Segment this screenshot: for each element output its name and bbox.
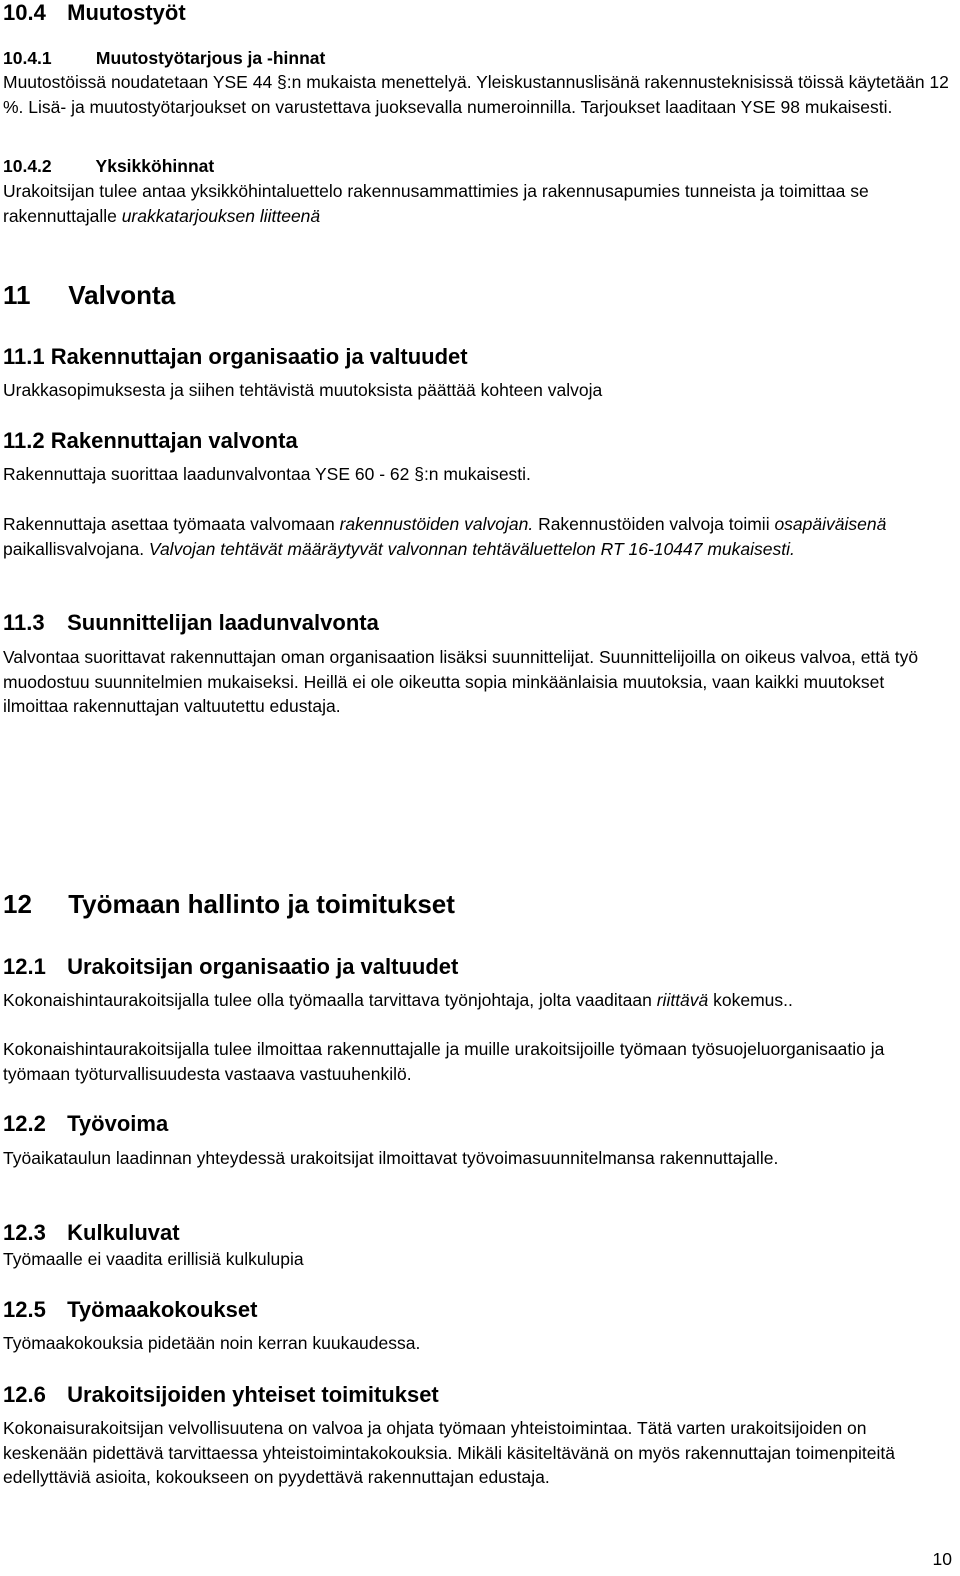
heading-number: 10.4: [3, 0, 46, 25]
heading-12-3: [3, 1219, 952, 1247]
heading-12-5: [3, 1296, 952, 1324]
paragraph-10-4-1: Muutostöissä noudatetaan YSE 44 §:n mukaista menettelyä. Yleiskustannuslisänä rakennusteknisissä töissä käytetään 12 %. Lisä- ja muutostyötarjoukset on varustettava juoksevalla numeroinnilla. Tarjoukset laaditaan YSE 98 mukaisesti.: [3, 72, 949, 117]
heading-title: Rakennuttajan valvonta: [50, 428, 298, 453]
heading-number: 11.2: [3, 428, 45, 453]
heading-title: Urakoitsijan organisaatio ja valtuudet: [67, 954, 459, 979]
heading-title: Suunnittelijan laadunvalvonta: [67, 610, 379, 635]
italic-text-run: rakennustöiden valvojan.: [339, 514, 534, 534]
italic-text-run: osapäiväisenä: [774, 514, 887, 534]
paragraph-12-5: Työmaakokouksia pidetään noin kerran kuukaudessa.: [3, 1333, 421, 1353]
heading-12-2: [3, 1110, 952, 1138]
paragraph-11-2-b: [3, 512, 952, 561]
heading-number: 10.4.1: [3, 48, 52, 68]
heading-11-3: [3, 609, 952, 637]
heading-title: Muutostyötarjous ja -hinnat: [95, 48, 326, 68]
heading-number: 12.5: [3, 1297, 46, 1322]
heading-10-4-1: [3, 46, 952, 70]
heading-number: 12.3: [3, 1220, 46, 1245]
heading-title: Työvoima: [67, 1111, 169, 1136]
heading-number: 11.3: [3, 610, 45, 635]
heading-11: [3, 280, 952, 310]
text-run: Rakennustöiden valvoja toimii: [533, 514, 775, 534]
heading-title: Kulkuluvat: [67, 1220, 180, 1245]
paragraph-12-6: Kokonaisurakoitsijan velvollisuutena on valvoa ja ohjata työmaan yhteistoimintaa. Tätä varten urakoitsijoiden on keskenään pidettävä tarvittaessa yhteistoimintakokouksia. Mikäli käsiteltävänä on myös rakennuttajan toimenpiteitä edellyttäviä asioita, kokoukseen on pyydettävä rakennuttajan edustaja.: [3, 1418, 896, 1487]
heading-title: Muutostyöt: [67, 0, 186, 25]
paragraph-12-1-a: [3, 988, 952, 1013]
heading-12-1: [3, 953, 952, 981]
heading-title: Urakoitsijoiden yhteiset toimitukset: [67, 1382, 439, 1407]
text-run: Urakoitsijan tulee antaa yksikköhintaluettelo rakennusammattimies ja rakennusapumies tunneista ja toimittaa se rakennuttajalle: [3, 181, 869, 226]
heading-12: [3, 889, 952, 919]
heading-number: 10.4.2: [3, 156, 52, 176]
heading-number: 12.1: [3, 954, 46, 979]
italic-text-run: urakkatarjouksen liitteenä: [121, 205, 321, 226]
heading-12-6: [3, 1381, 952, 1409]
heading-title: Työmaakokoukset: [67, 1297, 258, 1322]
heading-title: Työmaan hallinto ja toimitukset: [68, 889, 455, 919]
heading-number: 12: [3, 889, 32, 919]
heading-10-4-2: [3, 154, 952, 178]
heading-title: Valvonta: [68, 280, 176, 310]
heading-number: 11: [3, 280, 31, 310]
paragraph-11-1: Urakkasopimuksesta ja siihen tehtävistä muutoksista päättää kohteen valvoja: [3, 380, 603, 400]
paragraph-12-3: Työmaalle ei vaadita erillisiä kulkulupia: [3, 1249, 304, 1269]
paragraph-10-4-2: [3, 179, 952, 228]
text-run: Rakennuttaja asettaa työmaata valvomaan: [3, 514, 340, 534]
paragraph-11-3: Valvontaa suorittavat rakennuttajan oman organisaation lisäksi suunnittelijat. Suunnittelijoilla on oikeus valvoa, että työ muodostuu suunnitelmien mukaiseksi. Heillä ei ole oikeutta sopia minkäänlaisia muutoksia, vaan kaikki muutokset ilmoittaa rakennuttajan valtuutettu edustaja.: [3, 647, 919, 716]
heading-title: Yksikköhinnat: [95, 156, 215, 176]
heading-11-2: [3, 427, 952, 455]
text-run: paikallisvalvojana.: [3, 538, 149, 559]
text-run: kokemus..: [708, 990, 793, 1010]
heading-number: 11.1: [3, 344, 45, 369]
heading-number: 12.2: [3, 1111, 46, 1136]
heading-11-1: [3, 343, 952, 371]
heading-title: Rakennuttajan organisaatio ja valtuudet: [50, 344, 468, 369]
text-run: Kokonaishintaurakoitsijalla tulee olla työmaalla tarvittava työnjohtaja, jolta vaaditaan: [3, 990, 657, 1010]
paragraph-12-1-b: Kokonaishintaurakoitsijalla tulee ilmoittaa rakennuttajalle ja muille urakoitsijoille työmaan työsuojeluorganisaatio ja työmaan työturvallisuudesta vastaava vastuuhenkilö.: [3, 1039, 885, 1084]
page-number: 10: [932, 1549, 952, 1569]
paragraph-12-2: Työaikataulun laadinnan yhteydessä urakoitsijat ilmoittavat työvoimasuunnitelmansa rakennuttajalle.: [3, 1148, 779, 1168]
heading-number: 12.6: [3, 1382, 46, 1407]
paragraph-11-2-a: Rakennuttaja suorittaa laadunvalvontaa YSE 60 - 62 §:n mukaisesti.: [3, 464, 531, 484]
heading-10-4: [3, 0, 952, 27]
italic-text-run: riittävä: [656, 990, 709, 1010]
italic-text-run: Valvojan tehtävät määräytyvät valvonnan tehtäväluettelon RT 16-10447 mukaisesti.: [148, 538, 795, 559]
